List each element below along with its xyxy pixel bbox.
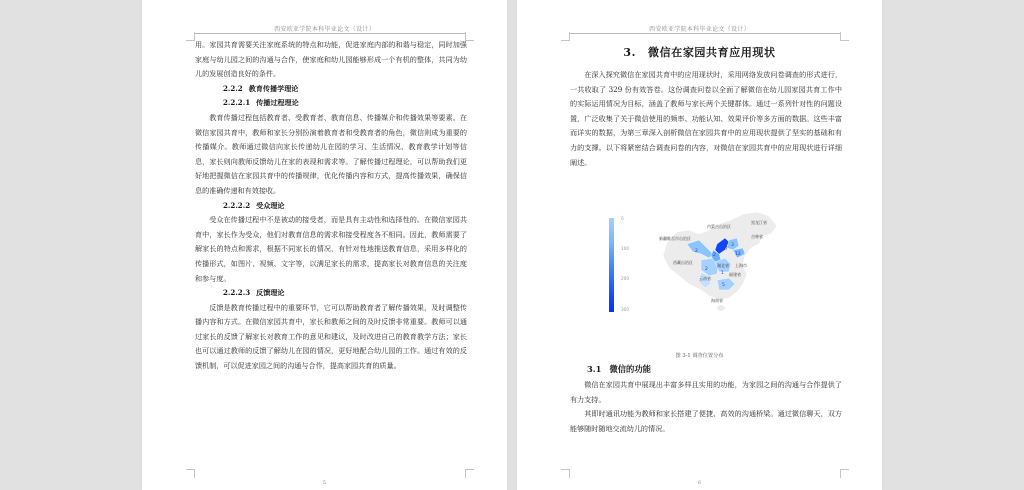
map-value-gansu: 2 bbox=[695, 249, 698, 254]
section-number: 3.1 bbox=[587, 364, 602, 374]
chapter-intro bbox=[570, 68, 842, 170]
heading-number: 2.2.2.2 bbox=[223, 200, 251, 210]
body-paragraph: 教育传播过程包括教育者、受教育者、教育信息、传播媒介和传播效果等要素。在微信家园共育中，教师和家长分别扮演着教育者和受教育者的角色，微信则成为重要的传播媒介。教师通过微信向家长传递幼儿在园的学习、生活情况、教育教学计划等信息，家长则向教师反馈幼儿在家的表现和需求等。了解传播过程理论，可以帮助我们更好地把握微信在家园共育中的传播规律，优化传播内容和方式，提高传播效果，确保信息的准确传递和有效接收。 bbox=[195, 112, 467, 195]
section-paragraph: 微信在家园共育中展现出丰富多样且实用的功能，为家园之间的沟通与合作提供了有力支持。 bbox=[570, 380, 842, 404]
crop-mark-top-left bbox=[561, 32, 570, 41]
color-scale-bar bbox=[609, 218, 614, 312]
figure-caption: 图 3-1 调查位置分布 bbox=[675, 353, 724, 359]
legend-tick: 0 bbox=[621, 216, 624, 221]
page-number: 5 bbox=[322, 480, 327, 486]
chapter-number: 3. bbox=[623, 46, 637, 59]
china-choropleth-map bbox=[659, 210, 789, 320]
heading-number: 2.2.2.3 bbox=[223, 288, 251, 298]
map-label-hainan: 海南省 bbox=[711, 298, 723, 303]
map-label-tibet: 西藏自治区 bbox=[673, 260, 693, 265]
page-header: 西安欧亚学院本科毕业论文（设计） bbox=[649, 26, 750, 33]
document-page-right bbox=[517, 0, 882, 490]
crop-mark-bottom-left bbox=[186, 469, 195, 478]
map-value-shandong: 12 bbox=[735, 252, 741, 257]
map-value-sichuan: 2 bbox=[705, 267, 708, 272]
map-value-hebei: 3 bbox=[731, 243, 734, 248]
map-label-inner-mongolia: 内蒙古自治区 bbox=[707, 224, 731, 229]
survey-location-map-figure bbox=[597, 210, 797, 320]
section-body bbox=[570, 378, 842, 436]
legend-tick: 100 bbox=[621, 246, 629, 251]
section-paragraph: 其即时通讯功能为教师和家长搭建了便捷、高效的沟通桥梁。通过微信聊天，双方能够随时随地交流幼儿的情况。 bbox=[570, 409, 842, 433]
heading-text: 受众理论 bbox=[256, 200, 285, 210]
hainan-region bbox=[717, 305, 725, 311]
crop-mark-bottom-right bbox=[465, 469, 474, 478]
header-rule bbox=[194, 33, 466, 34]
heading-number: 2.2.2 bbox=[223, 83, 243, 93]
heading-number: 2.2.2.1 bbox=[223, 98, 251, 108]
heading-text: 反馈理论 bbox=[256, 288, 285, 298]
crop-mark-bottom-right bbox=[840, 469, 849, 478]
page-number: 6 bbox=[697, 480, 702, 486]
map-label-fujian: 福建省 bbox=[729, 272, 741, 277]
section-heading bbox=[195, 96, 467, 111]
section-heading bbox=[195, 199, 467, 214]
section-title bbox=[587, 363, 651, 375]
heading-text: 教育传播学理论 bbox=[248, 83, 299, 93]
document-page-left bbox=[142, 0, 507, 490]
heading-text: 传播过程理论 bbox=[256, 98, 299, 108]
map-value-guangdong: 5 bbox=[722, 283, 725, 288]
header-rule bbox=[569, 33, 841, 34]
section-heading bbox=[195, 286, 467, 301]
map-label-xinjiang: 新疆维吾尔自治区 bbox=[659, 236, 691, 241]
map-label-yunnan: 云南省 bbox=[699, 276, 711, 281]
legend-tick: 200 bbox=[621, 276, 629, 281]
page-body bbox=[195, 38, 467, 374]
body-paragraph: 用。家园共育需要关注家庭系统的特点和功能，促进家庭内部的和谐与稳定，同时加强家庭与幼儿园之间的沟通与合作，使家庭和幼儿园能够形成一个有机的整体，共同为幼儿的发展创造良好的条件。 bbox=[195, 40, 467, 79]
map-label-hubei: 湖北省 bbox=[717, 263, 729, 268]
body-paragraph: 受众在传播过程中不是被动的接受者，而是具有主动性和选择性的。在微信家园共育中，家长作为受众，他们对教育信息的需求和接受程度各不相同。因此，教师需要了解家长的特点和需求，根据不同家长的情况，有针对性地推送教育信息，采用多样化的传播形式，如图片、视频、文字等，以满足家长的需求，提高家长对教育信息的关注度和参与度。 bbox=[195, 215, 467, 283]
section-heading bbox=[195, 82, 467, 97]
chapter-title bbox=[517, 44, 882, 60]
crop-mark-top-right bbox=[840, 32, 849, 41]
map-label-jilin: 吉林省 bbox=[751, 234, 763, 239]
map-value-hubei: 1 bbox=[721, 271, 724, 276]
map-label-heilongjiang: 黑龙江省 bbox=[751, 220, 767, 225]
body-paragraph: 反馈是教育传播过程中的重要环节，它可以帮助教育者了解传播效果，及时调整传播内容和方式。在微信家园共育中，家长和教师之间的及时反馈非常重要。教师可以通过家长的反馈了解家长对教育工作的意见和建议，及时改进自己的教育教学方法；家长也可以通过教师的反馈了解幼儿在园的情况，更好地配合幼儿园的工作。通过有效的反馈机制，可以促进家园之间的沟通与合作，提高家园共育的质量。 bbox=[195, 302, 467, 371]
legend-tick: 300 bbox=[621, 307, 629, 312]
page-header: 西安欧亚学院本科毕业论文（设计） bbox=[274, 26, 375, 33]
crop-mark-bottom-left bbox=[561, 469, 570, 478]
section-title-text: 微信的功能 bbox=[609, 364, 651, 374]
crop-mark-top-left bbox=[186, 32, 195, 41]
map-value-shanxi: 2 bbox=[713, 253, 716, 258]
map-label-shanghai: 上海市 bbox=[735, 263, 747, 268]
chapter-title-text: 微信在家园共育应用现状 bbox=[648, 46, 776, 59]
map-value-shaanxi: 287 bbox=[719, 247, 728, 252]
intro-paragraph: 在深入探究微信在家园共育中的应用现状时，采用网络发放问卷调查的形式进行，一共收取了 329 份有效答卷。这份调查问卷以全面了解微信在幼儿园家园共育工作中的实际运用情况为目标，涵盖了教师与家长两个关键群体。通过一系列针对性的问题设置，广泛收集了关于微信使用的频率、功能认知、效果评价等多方面的数据。这些丰富而详实的数据，为第三章深入剖析微信在家园共育中的应用现状提供了坚实的基础和有力的支撑。以下将紧密结合调查问卷的内容，对微信在家园共育中的应用现状进行详细阐述。 bbox=[570, 70, 842, 167]
